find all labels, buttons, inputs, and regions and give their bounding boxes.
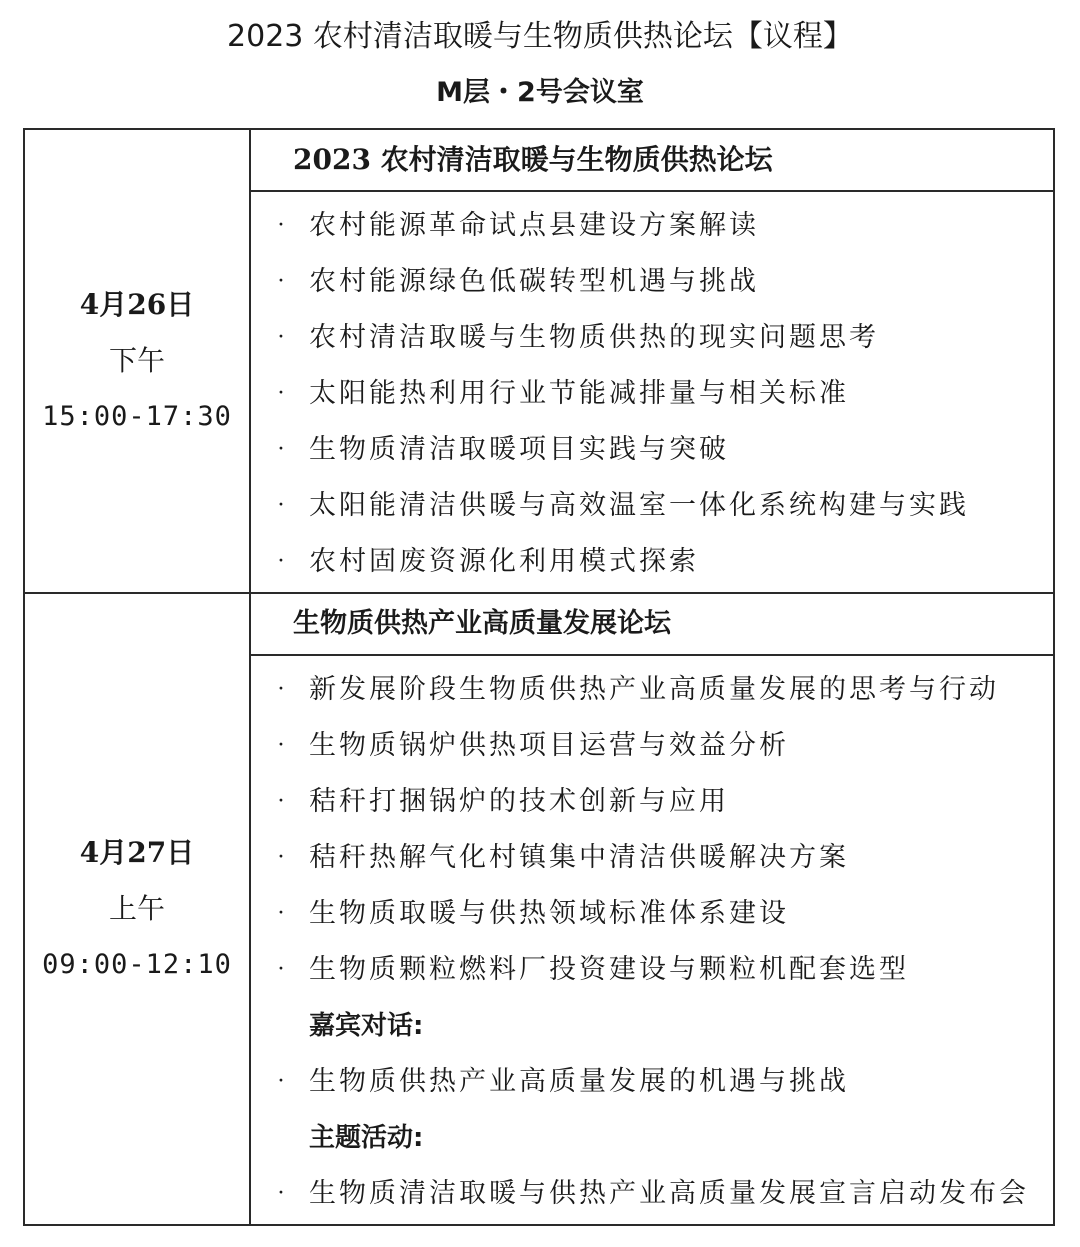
list-item: · 秸秆热解气化村镇集中清洁供暖解决方案: [251, 830, 1053, 886]
list-item: · 农村能源革命试点县建设方案解读: [251, 198, 1053, 254]
list-item: · 农村能源绿色低碳转型机遇与挑战: [251, 254, 1053, 310]
bullet-icon: ·: [277, 733, 285, 758]
session-1-date: 4月26日: [79, 288, 195, 321]
bullet-icon: ·: [277, 789, 285, 814]
session-2-item-list: [251, 656, 1053, 1224]
session-1-date-cell: [24, 129, 250, 593]
list-item: · 生物质锅炉供热项目运营与效益分析: [251, 718, 1053, 774]
bullet-icon: ·: [277, 213, 285, 238]
bullet-icon: ·: [277, 325, 285, 350]
list-item: · 生物质取暖与供热领域标准体系建设: [251, 886, 1053, 942]
list-item: · 生物质供热产业高质量发展的机遇与挑战: [251, 1054, 1053, 1110]
session-2-items-cell: [250, 655, 1054, 1225]
bullet-icon: ·: [277, 901, 285, 926]
session-1-item-list: [251, 192, 1053, 592]
bullet-icon: ·: [277, 437, 285, 462]
list-item: · 农村清洁取暖与生物质供热的现实问题思考: [251, 310, 1053, 366]
list-item: · 秸秆打捆锅炉的技术创新与应用: [251, 774, 1053, 830]
page-title: 2023 农村清洁取暖与生物质供热论坛【议程】: [227, 19, 853, 54]
bullet-icon: ·: [277, 677, 285, 702]
agenda-table: [23, 128, 1055, 1226]
session-1-forum-title: 2023 农村清洁取暖与生物质供热论坛: [293, 143, 773, 176]
bullet-icon: ·: [277, 269, 285, 294]
bullet-icon: ·: [277, 493, 285, 518]
bullet-icon: ·: [277, 1181, 285, 1206]
session-1-period: 下午: [108, 344, 165, 377]
session-2-date: 4月27日: [79, 836, 195, 869]
list-item: · 农村固废资源化利用模式探索: [251, 534, 1053, 590]
bullet-icon: ·: [277, 845, 285, 870]
session-2-period: 上午: [108, 892, 165, 925]
session-2-date-cell: [24, 593, 250, 1225]
session-1-time: 15:00-17:30: [42, 401, 232, 432]
session-1-items-cell: [250, 191, 1054, 593]
bullet-icon: ·: [277, 957, 285, 982]
bullet-icon: ·: [277, 1069, 285, 1094]
session-2-forum-title: 生物质供热产业高质量发展论坛: [293, 608, 671, 639]
session-1-header-row: [24, 129, 1054, 191]
list-item: · 生物质清洁取暖项目实践与突破: [251, 422, 1053, 478]
list-item: · 新发展阶段生物质供热产业高质量发展的思考与行动: [251, 662, 1053, 718]
list-item: · 太阳能热利用行业节能减排量与相关标准: [251, 366, 1053, 422]
list-item: · 太阳能清洁供暖与高效温室一体化系统构建与实践: [251, 478, 1053, 534]
session-2-header-row: [24, 593, 1054, 655]
bullet-icon: ·: [277, 549, 285, 574]
session-1-forum-title-cell: [250, 129, 1054, 191]
session-2-forum-title-cell: [250, 593, 1054, 655]
bullet-icon: ·: [277, 381, 285, 406]
list-item: · 生物质清洁取暖与供热产业高质量发展宣言启动发布会: [251, 1166, 1053, 1222]
dialogue-heading: 嘉宾对话:: [309, 1011, 424, 1041]
activity-heading: 主题活动:: [309, 1123, 424, 1153]
list-item: · 生物质颗粒燃料厂投资建设与颗粒机配套选型: [251, 942, 1053, 998]
session-2-time: 09:00-12:10: [42, 949, 232, 980]
venue-subtitle: M层・2号会议室: [436, 77, 644, 108]
